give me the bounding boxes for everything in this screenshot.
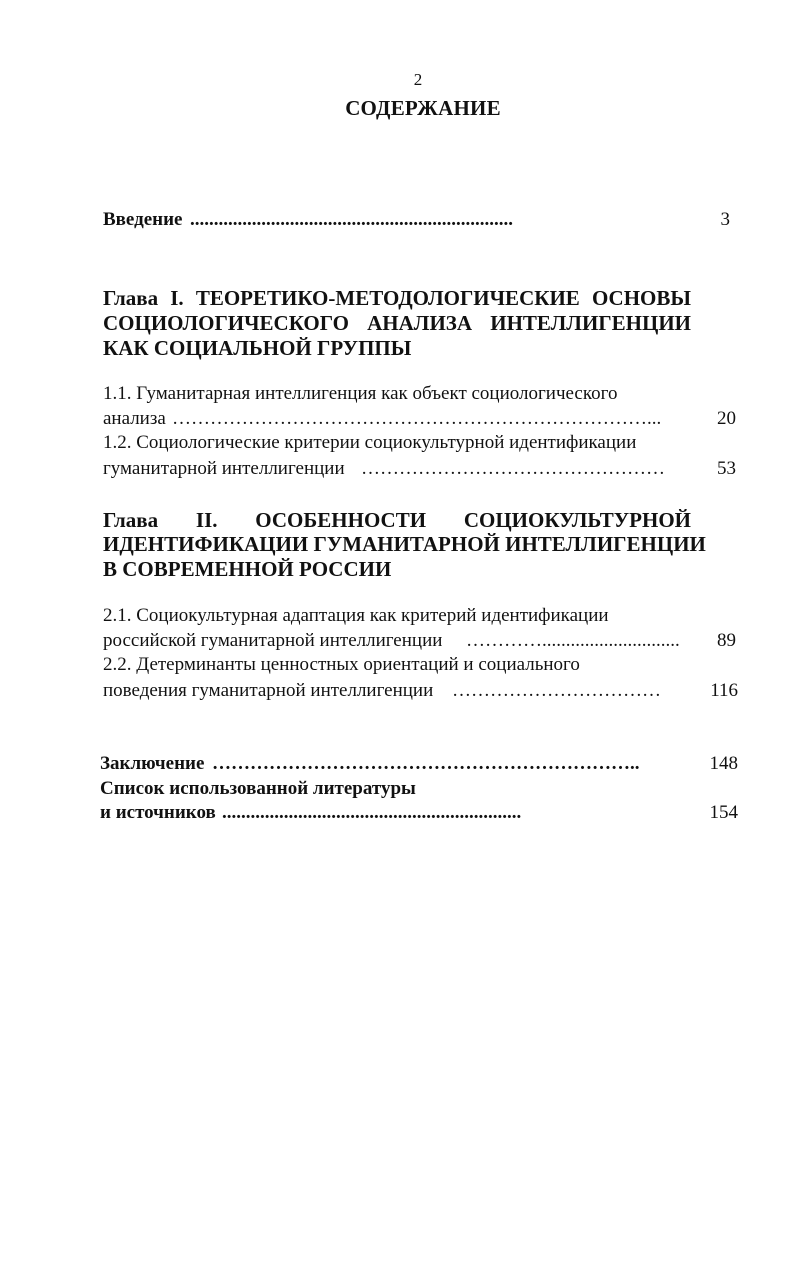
section-1-2-page: 53 bbox=[717, 458, 736, 479]
toc-title: СОДЕРЖАНИЕ bbox=[345, 96, 501, 120]
section-1-2-dots: ………………………………………… bbox=[361, 458, 665, 479]
section-2-1-dots: …………............................. bbox=[466, 630, 680, 651]
chapter-1-heading-line-3: КАК СОЦИАЛЬНОЙ ГРУППЫ bbox=[103, 336, 412, 360]
section-2-1-title-line-2: российской гуманитарной интеллигенции bbox=[103, 630, 443, 651]
section-1-1-title-line-2: анализа bbox=[103, 408, 166, 429]
section-1-1-page: 20 bbox=[717, 408, 736, 429]
section-2-1-page: 89 bbox=[717, 630, 736, 651]
section-2-2-title-line-1: 2.2. Детерминанты ценностных ориентаций и социального bbox=[103, 654, 580, 675]
section-2-2-page: 116 bbox=[710, 680, 738, 701]
section-2-2-title-line-2: поведения гуманитарной интеллигенции bbox=[103, 680, 434, 701]
chapter-2-heading-line-1: Глава II. ОСОБЕННОСТИ СОЦИОКУЛЬТУРНОЙ bbox=[103, 508, 691, 532]
chapter-2-heading-line-2: ИДЕНТИФИКАЦИИ ГУМАНИТАРНОЙ ИНТЕЛЛИГЕНЦИИ bbox=[103, 532, 706, 556]
section-2-1-title-line-1: 2.1. Социокультурная адаптация как критерий идентификации bbox=[103, 605, 609, 626]
section-1-1-dots: …………………………………………………………………... bbox=[172, 408, 662, 429]
section-1-1-title-line-1: 1.1. Гуманитарная интеллигенция как объект социологического bbox=[103, 383, 618, 404]
toc-conclusion-page: 148 bbox=[709, 753, 738, 774]
toc-references-label-line-2: и источников bbox=[100, 802, 216, 823]
chapter-1-heading-line-2: СОЦИОЛОГИЧЕСКОГО АНАЛИЗА ИНТЕЛЛИГЕНЦИИ bbox=[103, 311, 691, 335]
toc-references-dots: ............................................................... bbox=[222, 802, 522, 823]
toc-intro-label: Введение bbox=[103, 209, 183, 230]
chapter-1-heading-line-1: Глава I. ТЕОРЕТИКО-МЕТОДОЛОГИЧЕСКИЕ ОСНОВЫ bbox=[103, 286, 691, 310]
toc-references-page: 154 bbox=[709, 802, 738, 823]
toc-references-label-line-1: Список использованной литературы bbox=[100, 778, 416, 799]
section-2-2-dots: …………………………… bbox=[452, 680, 661, 701]
page-number: 2 bbox=[413, 70, 423, 89]
toc-conclusion-label: Заключение bbox=[100, 753, 205, 774]
toc-conclusion-dots: ………………………………………………………….. bbox=[212, 753, 640, 774]
chapter-2-heading-line-3: В СОВРЕМЕННОЙ РОССИИ bbox=[103, 557, 392, 581]
toc-intro-page: 3 bbox=[720, 209, 730, 230]
section-1-2-title-line-2: гуманитарной интеллигенции bbox=[103, 458, 345, 479]
section-1-2-title-line-1: 1.2. Социологические критерии социокультурной идентификации bbox=[103, 432, 637, 453]
toc-intro-dots: .................................................................... bbox=[190, 209, 513, 230]
